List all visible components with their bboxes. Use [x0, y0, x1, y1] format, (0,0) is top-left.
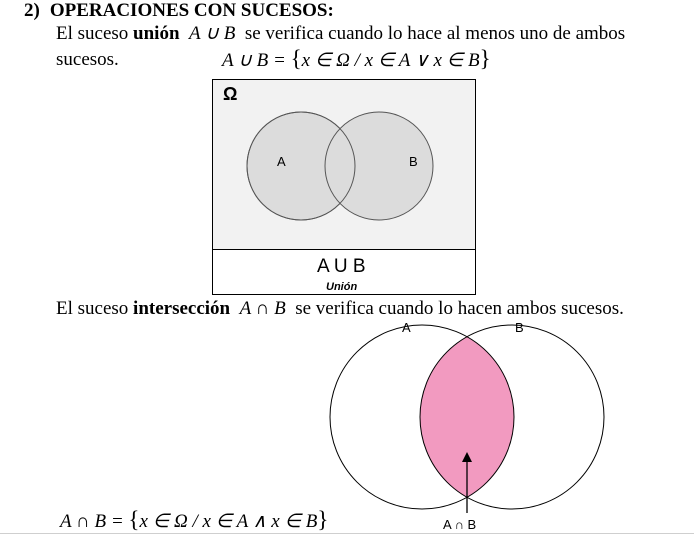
union-formula-lhs: A ∪ B = — [222, 50, 291, 71]
intersection-formula-set: x ∈ Ω / x ∈ A ∧ x ∈ B — [139, 511, 318, 532]
universe-label: Ω — [223, 84, 238, 104]
union-subcaption: Unión — [326, 281, 358, 293]
intersection-sentence — [56, 298, 624, 320]
intersection-set-a-label: A — [402, 320, 411, 335]
union-text-suffix: se verifica cuando lo hace al menos uno de ambos — [244, 23, 626, 44]
union-formula-set: x ∈ Ω / x ∈ A ∨ x ∈ B — [301, 50, 480, 71]
intersection-venn-diagram — [320, 318, 620, 533]
union-circles — [213, 80, 475, 249]
union-symbol: A ∪ B — [189, 23, 236, 44]
universe-area — [213, 80, 475, 250]
intersection-caption: A ∩ B — [443, 517, 477, 532]
intersection-text-prefix: El suceso — [56, 298, 134, 319]
brace-open-icon: { — [290, 46, 302, 71]
union-venn-diagram — [212, 79, 476, 295]
intersection-word: intersección — [133, 298, 231, 319]
brace-close-icon: } — [479, 46, 491, 71]
brace-close-icon: } — [317, 507, 329, 532]
intersection-formula-lhs: A ∩ B = — [60, 511, 129, 532]
union-caption: A U B — [317, 256, 366, 277]
brace-open-icon: { — [128, 507, 140, 532]
section-title: OPERACIONES CON SUCESOS: — [49, 0, 334, 21]
set-a-label: A — [277, 154, 286, 169]
intersection-symbol: A ∩ B — [239, 298, 286, 319]
intersection-formula — [60, 507, 328, 533]
intersection-highlight — [420, 325, 604, 509]
section-number: 2) — [24, 0, 40, 21]
intersection-set-b-label: B — [515, 320, 524, 335]
section-heading — [24, 0, 334, 22]
page-divider — [0, 533, 694, 534]
union-sentence-line1 — [56, 22, 625, 45]
union-word: unión — [133, 23, 180, 44]
set-b-label: B — [409, 154, 418, 169]
union-text-prefix: El suceso — [56, 23, 134, 44]
union-sentence-line2: sucesos. — [56, 49, 119, 70]
union-formula — [222, 46, 491, 72]
intersection-text-suffix: se verifica cuando lo hacen ambos sucesos. — [295, 298, 624, 319]
